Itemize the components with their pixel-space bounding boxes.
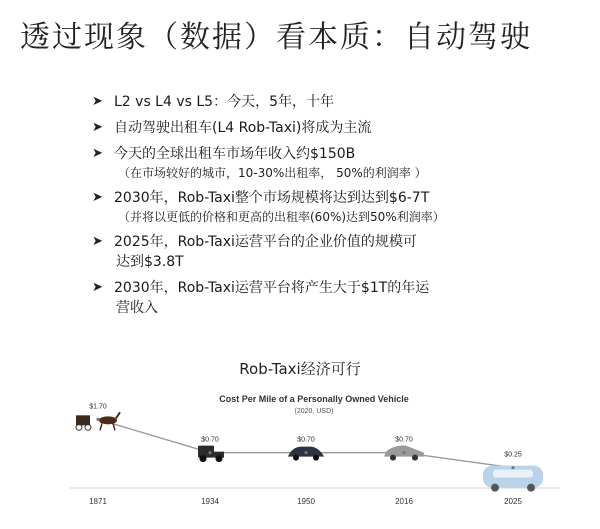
bullet-arrow-icon: ➤ (92, 120, 103, 135)
chart-units: (2020, USD) (294, 408, 334, 415)
bullet-text: 达到$3.8T (116, 254, 184, 270)
bullet-arrow-icon: ➤ (92, 234, 103, 249)
bullet-text: 2030年，Rob-Taxi运营平台将产生大于$1T的年运 (114, 280, 430, 296)
bullet-list (92, 92, 572, 324)
vintage-car-icon (198, 446, 224, 463)
bullet-arrow-icon: ➤ (92, 146, 103, 161)
data-label: $0.70 (395, 436, 413, 444)
data-label: $1.70 (89, 403, 107, 411)
data-point (96, 418, 99, 421)
chart-title: Cost Per Mile of a Personally Owned Vehicle (219, 394, 409, 404)
data-point (208, 451, 211, 454)
x-tick-label: 1950 (297, 497, 315, 506)
bullet-text: L2 vs L4 vs L5：今天，5年，十年 (114, 94, 334, 110)
bullet-item (92, 278, 572, 318)
data-label: $0.70 (201, 436, 219, 444)
bullet-arrow-icon: ➤ (92, 190, 103, 205)
bullet-text: 2030年，Rob-Taxi整个市场规模将达到达到$6-7T (114, 190, 430, 206)
chart-subtitle: Rob-Taxi经济可行 (239, 360, 361, 378)
x-tick-label: 2016 (395, 497, 413, 506)
bullet-item (92, 144, 572, 182)
data-point (402, 451, 405, 454)
data-point (511, 466, 514, 469)
bullet-text: 自动驾驶出租车(L4 Rob-Taxi)将成为主流 (114, 120, 372, 136)
bullet-item (92, 92, 572, 112)
bullet-item (92, 232, 572, 272)
bullet-note: （并将以更低的价格和更高的出租率(60%)达到50%利润率） (118, 210, 445, 224)
bullet-text: 营收入 (116, 300, 158, 316)
slide-title: 透过现象（数据）看本质：自动驾驶 (20, 20, 532, 55)
bullet-text: 2025年，Rob-Taxi运营平台的企业价值的规模可 (114, 234, 417, 250)
bullet-item (92, 118, 572, 138)
cost-per-mile-chart (0, 380, 600, 529)
bullet-arrow-icon: ➤ (92, 280, 103, 295)
data-label: $0.70 (297, 436, 315, 444)
bullet-text: 今天的全球出租车市场年收入约$150B (114, 146, 356, 162)
bullet-arrow-icon: ➤ (92, 94, 103, 109)
x-tick-label: 2025 (504, 497, 522, 506)
horse-carriage-icon (76, 412, 120, 430)
bullet-item (92, 188, 572, 226)
x-tick-label: 1871 (89, 497, 107, 506)
x-tick-label: 1934 (201, 497, 219, 506)
bullet-note: （在市场较好的城市，10-30%出租率， 50%的利润率 ） (118, 166, 427, 180)
data-point (304, 451, 307, 454)
data-label: $0.25 (504, 451, 522, 459)
